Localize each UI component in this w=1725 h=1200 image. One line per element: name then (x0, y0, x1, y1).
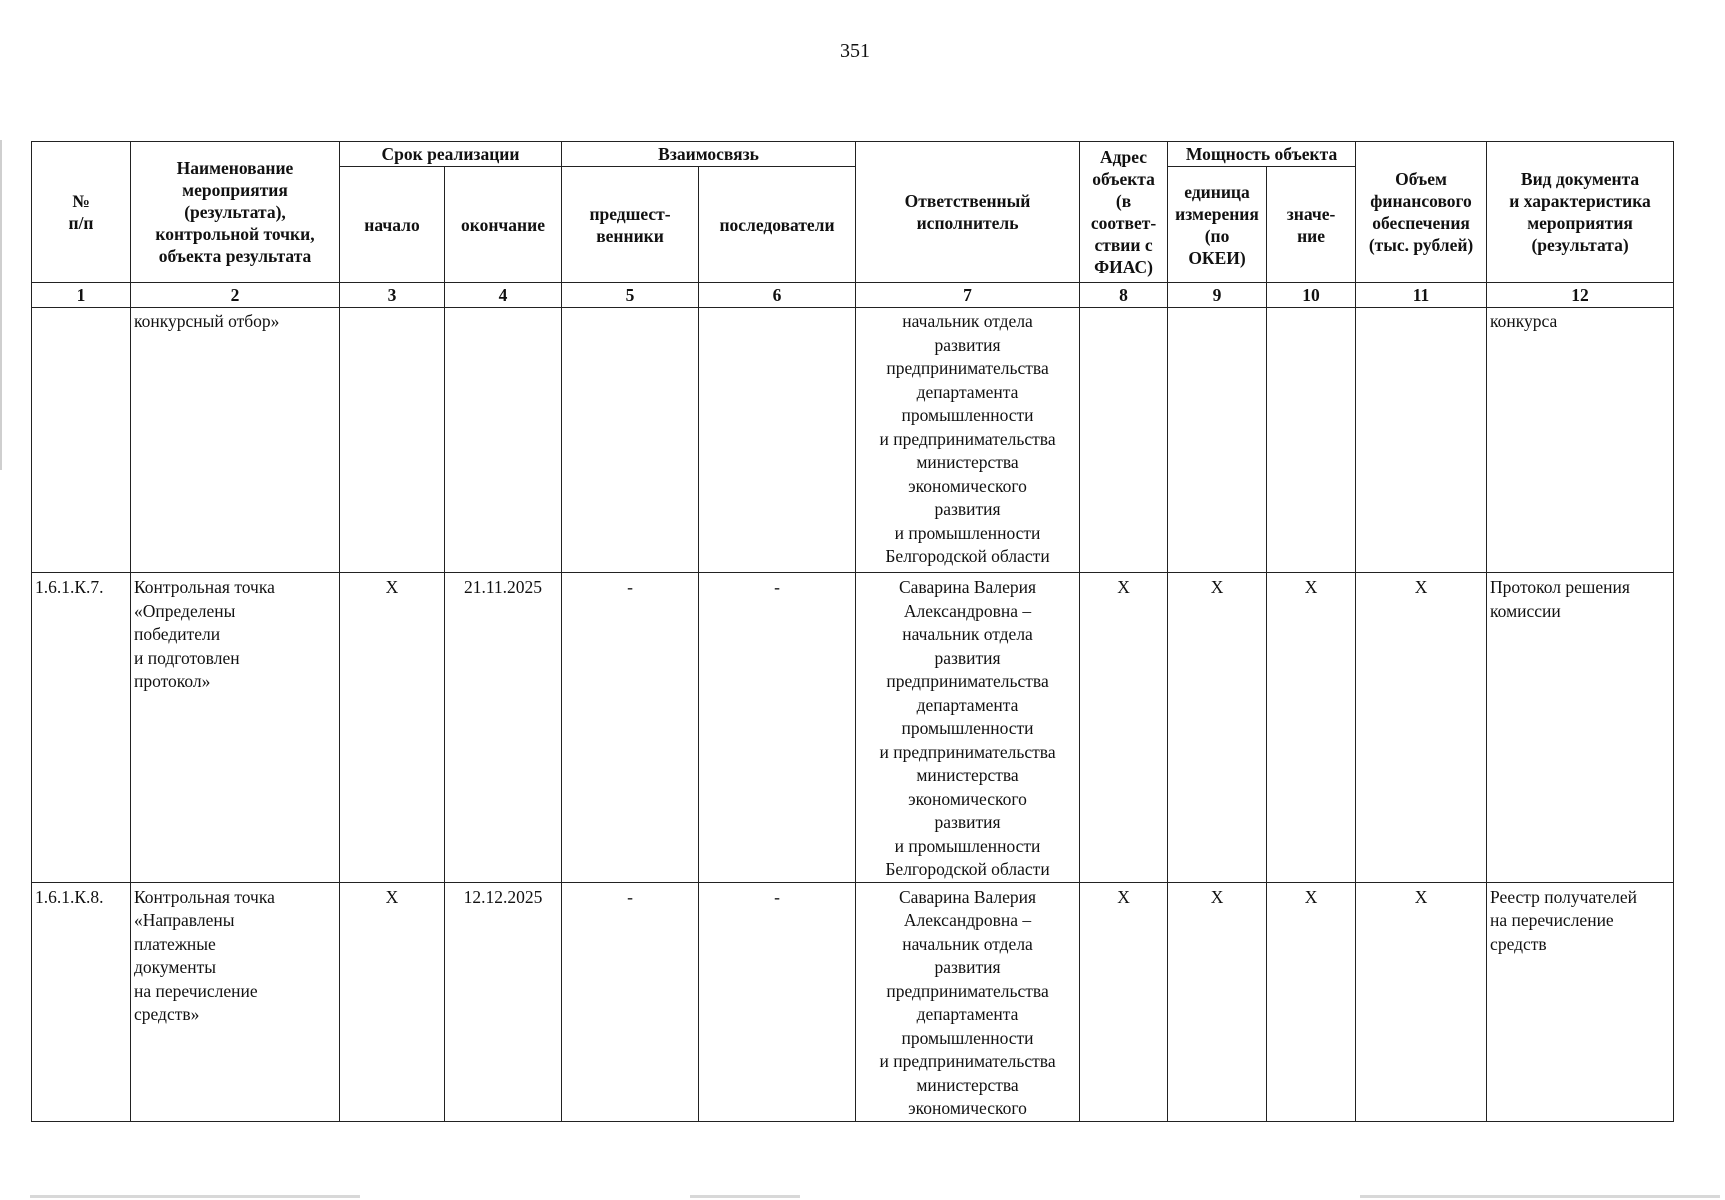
row-finance: Х (1356, 573, 1487, 883)
scan-bottom-strip (1360, 1195, 1720, 1198)
scan-bottom-strip (690, 1195, 800, 1198)
row-finance: Х (1356, 882, 1487, 1121)
table-row (32, 308, 1674, 573)
column-number: 12 (1487, 283, 1674, 308)
column-number-row (32, 283, 1674, 308)
column-number: 5 (562, 283, 699, 308)
header-name: Наименование мероприятия (результата), контрольной точки, объекта результата (131, 142, 340, 283)
row-name: Контрольная точка «Определены победители и подготовлен протокол» (131, 573, 340, 883)
row-address: Х (1080, 882, 1168, 1121)
header-unit: единица измерения (по ОКЕИ) (1168, 167, 1267, 283)
header-predecessors: предшест- венники (562, 167, 699, 283)
table-row (32, 573, 1674, 883)
row-end: 12.12.2025 (445, 882, 562, 1121)
row-start: Х (340, 882, 445, 1121)
header-link-group: Взаимосвязь (562, 142, 856, 167)
header-end: окончание (445, 167, 562, 283)
column-number: 11 (1356, 283, 1487, 308)
row-predecessors (562, 308, 699, 573)
row-doc: конкурса (1487, 308, 1674, 573)
row-name: конкурсный отбор» (131, 308, 340, 573)
header-address: Адрес объекта (в соответ- ствии с ФИАС) (1080, 142, 1168, 283)
row-successors: - (699, 882, 856, 1121)
row-name: Контрольная точка «Направлены платежные документы на перечисление средств» (131, 882, 340, 1121)
row-address (1080, 308, 1168, 573)
header-finance: Объем финансового обеспечения (тыс. рублей) (1356, 142, 1487, 283)
header-period-group: Срок реализации (340, 142, 562, 167)
table-row (32, 882, 1674, 1121)
column-number: 8 (1080, 283, 1168, 308)
row-start: Х (340, 573, 445, 883)
column-number: 2 (131, 283, 340, 308)
row-value: Х (1267, 573, 1356, 883)
row-value (1267, 308, 1356, 573)
column-number: 6 (699, 283, 856, 308)
column-number: 9 (1168, 283, 1267, 308)
row-start (340, 308, 445, 573)
scan-bottom-strip (30, 1195, 360, 1198)
column-number: 1 (32, 283, 131, 308)
row-successors (699, 308, 856, 573)
header-capacity-group: Мощность объекта (1168, 142, 1356, 167)
header-responsible: Ответственный исполнитель (856, 142, 1080, 283)
row-unit (1168, 308, 1267, 573)
header-successors: последователи (699, 167, 856, 283)
row-end (445, 308, 562, 573)
header-value: значе- ние (1267, 167, 1356, 283)
row-predecessors: - (562, 882, 699, 1121)
header-num: № п/п (32, 142, 131, 283)
row-successors: - (699, 573, 856, 883)
row-responsible: Саварина Валерия Александровна – начальник отдела развития предпринимательства департамента промышленности и предпринимательства министерства экономического развития и промышленности Белгородской области (856, 573, 1080, 883)
column-number: 4 (445, 283, 562, 308)
row-unit: Х (1168, 573, 1267, 883)
plan-table (31, 141, 1674, 1122)
page-number: 351 (840, 40, 870, 62)
row-num (32, 308, 131, 573)
row-num: 1.6.1.К.8. (32, 882, 131, 1121)
header-doc: Вид документа и характеристика мероприятия (результата) (1487, 142, 1674, 283)
row-finance (1356, 308, 1487, 573)
row-responsible: начальник отдела развития предпринимательства департамента промышленности и предпринимательства министерства экономического развития и промышленности Белгородской области (856, 308, 1080, 573)
row-address: Х (1080, 573, 1168, 883)
column-number: 7 (856, 283, 1080, 308)
row-doc: Протокол решения комиссии (1487, 573, 1674, 883)
row-num: 1.6.1.К.7. (32, 573, 131, 883)
header-start: начало (340, 167, 445, 283)
row-unit: Х (1168, 882, 1267, 1121)
row-responsible: Саварина Валерия Александровна – начальник отдела развития предпринимательства департамента промышленности и предпринимательства министерства экономического (856, 882, 1080, 1121)
column-number: 3 (340, 283, 445, 308)
row-end: 21.11.2025 (445, 573, 562, 883)
column-number: 10 (1267, 283, 1356, 308)
row-predecessors: - (562, 573, 699, 883)
row-value: Х (1267, 882, 1356, 1121)
scan-edge-mark (0, 140, 2, 470)
row-doc: Реестр получателей на перечисление средств (1487, 882, 1674, 1121)
